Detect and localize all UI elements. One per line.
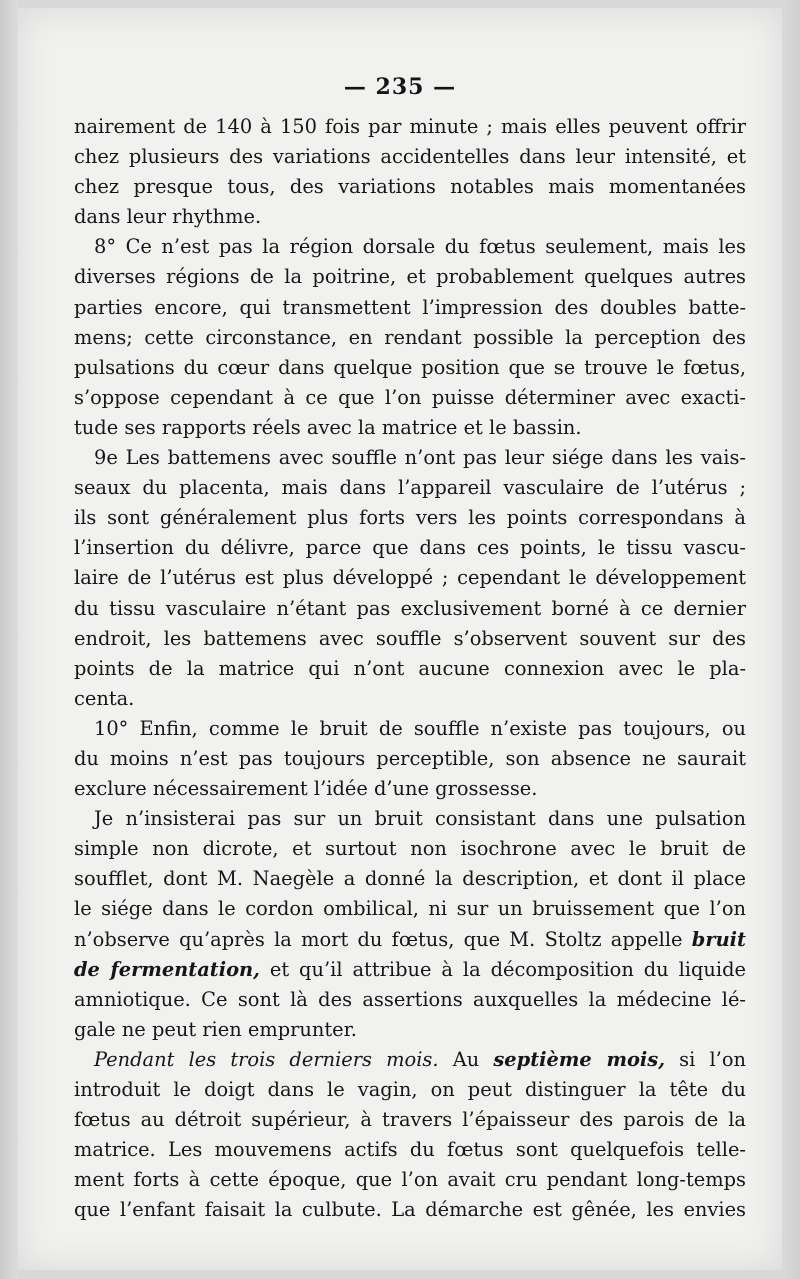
- text-line: 8° Ce n’est pas la région dorsale du fœtus seulement, mais les: [94, 235, 746, 259]
- text-line: ils sont généralement plus forts vers les points correspondans à: [74, 506, 746, 530]
- emphasis: bruit: [691, 927, 746, 951]
- section-heading: Pendant les trois derniers mois.: [94, 1047, 439, 1071]
- scan-left-margin: [0, 0, 18, 1279]
- text-line: s’oppose cependant à ce que l’on puisse déterminer avec exacti-: [74, 385, 746, 409]
- text-line: [74, 1045, 746, 1075]
- text-line: soufflet, dont M. Naegèle a donné la description, et dont il place: [74, 867, 746, 891]
- text-line: 9e Les battemens avec souffle n’ont pas leur siége dans les vais-: [94, 446, 746, 470]
- text-line: fœtus au détroit supérieur, à travers l’épaisseur des parois de la: [74, 1108, 746, 1132]
- text-run: si l’on: [664, 1047, 747, 1071]
- text-line: points de la matrice qui n’ont aucune connexion avec le pla-: [74, 656, 746, 680]
- text-line: chez presque tous, des variations notables mais momentanées: [74, 175, 746, 199]
- emphasis: septième mois,: [493, 1047, 665, 1071]
- text-line: gale ne peut rien emprunter.: [74, 1017, 357, 1041]
- text-line: [74, 955, 746, 985]
- emphasis: de fermentation,: [74, 957, 260, 981]
- text-line: dans leur rhythme.: [74, 205, 262, 229]
- scan-right-margin: [782, 0, 800, 1279]
- text-line: tude ses rapports réels avec la matrice et le bassin.: [74, 415, 582, 439]
- text-line: l’insertion du délivre, parce que dans ces points, le tissu vascu-: [74, 536, 746, 560]
- text-line: chez plusieurs des variations accidentelles dans leur intensité, et: [74, 145, 746, 169]
- text-run: n’observe qu’après la mort du fœtus, que M. Stoltz appelle: [74, 927, 692, 951]
- text-line: diverses régions de la poitrine, et probablement quelques autres: [74, 265, 746, 289]
- text-line: que l’enfant faisait la culbute. La démarche est gênée, les envies: [74, 1198, 746, 1222]
- text-line: endroit, les battemens avec souffle s’observent souvent sur des: [74, 626, 746, 650]
- text-line: matrice. Les mouvemens actifs du fœtus sont quelquefois telle-: [74, 1138, 746, 1162]
- text-line: mens; cette circonstance, en rendant possible la perception des: [74, 325, 746, 349]
- text-line: centa.: [74, 686, 135, 710]
- text-line: laire de l’utérus est plus développé ; cependant le développement: [74, 566, 746, 590]
- text-run: Au: [438, 1047, 494, 1071]
- page-number: — 235 —: [343, 74, 457, 100]
- text-line: [74, 925, 746, 955]
- text-run: et qu’il attribue à la décomposition du liquide: [259, 957, 746, 981]
- text-line: exclure nécessairement l’idée d’une grossesse.: [74, 777, 538, 801]
- text-line: nairement de 140 à 150 fois par minute ; mais elles peuvent offrir: [74, 115, 746, 138]
- text-line: ment forts à cette époque, que l’on avait cru pendant long-temps: [74, 1168, 746, 1192]
- text-line: simple non dicrote, et surtout non isochrone avec le bruit de: [74, 837, 746, 861]
- body-text: [74, 112, 746, 1225]
- text-line: du moins n’est pas toujours perceptible, son absence ne saurait: [74, 746, 746, 770]
- text-line: parties encore, qui transmettent l’impression des doubles batte-: [74, 295, 746, 319]
- text-line: du tissu vasculaire n’étant pas exclusivement borné à ce dernier: [74, 596, 746, 620]
- book-page: [18, 8, 782, 1270]
- text-line: Je n’insisterai pas sur un bruit consistant dans une pulsation: [94, 807, 746, 831]
- text-line: 10° Enfin, comme le bruit de souffle n’existe pas toujours, ou: [94, 716, 746, 740]
- text-line: pulsations du cœur dans quelque position que se trouve le fœtus,: [74, 355, 746, 379]
- text-line: amniotique. Ce sont là des assertions auxquelles la médecine lé-: [74, 987, 746, 1011]
- text-line: seaux du placenta, mais dans l’appareil vasculaire de l’utérus ;: [74, 476, 746, 500]
- text-line: introduit le doigt dans le vagin, on peut distinguer la tête du: [74, 1078, 746, 1101]
- text-line: le siége dans le cordon ombilical, ni sur un bruissement que l’on: [74, 897, 746, 921]
